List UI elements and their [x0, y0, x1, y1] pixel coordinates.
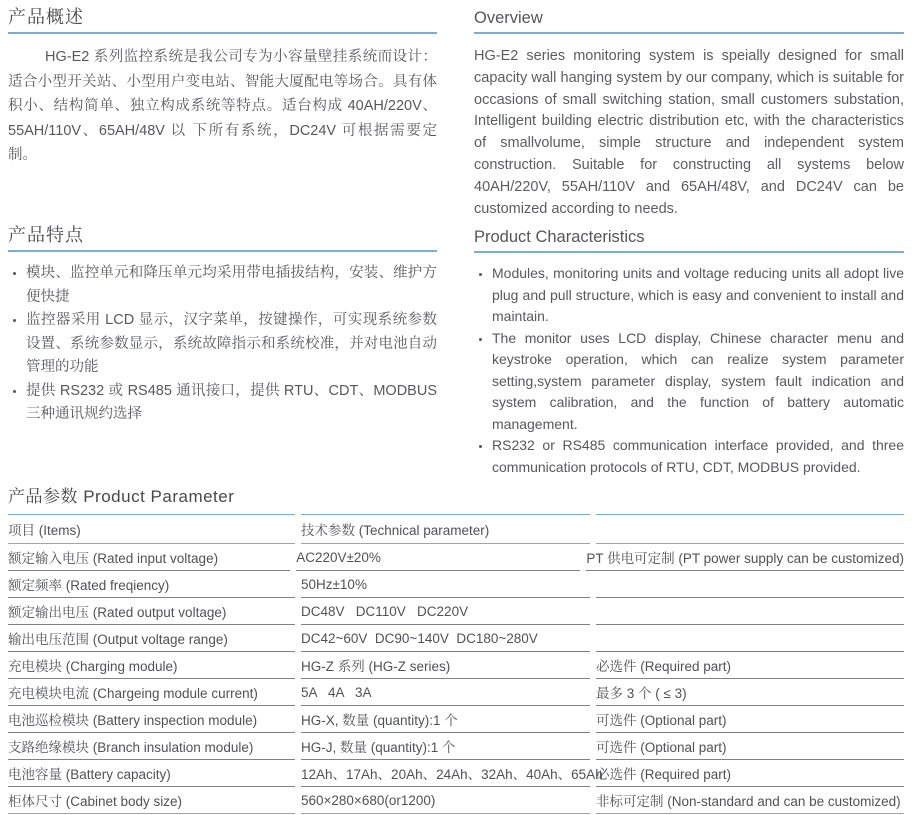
table-row — [8, 679, 904, 706]
section-parameters — [8, 481, 904, 814]
table-row — [8, 760, 904, 787]
section-overview-en — [474, 0, 904, 220]
section-features-en — [474, 219, 904, 478]
param-value-cell: DC42~60V DC90~140V DC180~280V — [301, 625, 590, 652]
param-note-cell — [596, 571, 904, 598]
overview-en-paragraph: HG-E2 series monitoring system is speially designed for small capacity wall hanging system by our company, which is suitable for occasions of small switching station, small customers substation, Intelligent building electric distribution etc, with the characteristics of smallvolume, simple structure and independent system construction. Suitable for constructing all systems below 40AH/220V, 55AH/110V and 65AH/48V, and DC24V can be customized according to needs. — [474, 48, 904, 217]
param-item-cell: 电池容量 (Battery capacity) — [8, 760, 295, 787]
section-overview-cn — [8, 0, 437, 168]
param-value-cell: HG-Z 系列 (HG-Z series) — [301, 652, 590, 679]
param-item-cell: 输出电压范围 (Output voltage range) — [8, 625, 295, 652]
param-note-cell: 非标可定制 (Non-standard and can be customized) — [596, 787, 904, 814]
features-en-underline — [474, 251, 904, 253]
table-row — [8, 706, 904, 733]
param-note-cell: 最多 3 个 ( ≤ 3) — [596, 679, 904, 706]
table-row — [8, 787, 904, 814]
overview-cn-paragraph: HG-E2 系列监控系统是我公司专为小容量壁挂系统而设计：适合小型开关站、小型用户变电站、智能大厦配电等场合。具有体积小、结构简单、独立构成系统等特点。适台构成 40AH/220V、55AH/110V、65AH/48V 以 下所有系统，DC24V 可根据需要定制。 — [8, 49, 437, 163]
param-item-cell: 柜体尺寸 (Cabinet body size) — [8, 787, 295, 814]
features-cn-underline — [8, 250, 437, 252]
param-note-cell — [596, 598, 904, 625]
table-row — [8, 625, 904, 652]
feature-item: • RS232 or RS485 communication interface provided, and three communication protocols of RTU, CDT, MODBUS provided. — [492, 435, 904, 478]
parameters-table — [8, 514, 904, 814]
feature-item: • The monitor uses LCD display, Chinese character menu and keystroke operation, which can realize system parameter setting,system parameter display, system fault indication and system calibration, and the function of battery automatic management. — [492, 328, 904, 436]
feature-item: • Modules, monitoring units and voltage reducing units all adopt live plug and pull structure, which is easy and convenient to install and maintain. — [492, 263, 904, 328]
feature-item: • 提供 RS232 或 RS485 通讯接口，提供 RTU、CDT、MODBUS 三种通讯规约选择 — [26, 380, 437, 427]
param-value-cell: 12Ah、17Ah、20Ah、24Ah、32Ah、40Ah、65Ah — [301, 760, 590, 787]
header-value-cell: 技术参数 (Technical parameter) — [301, 514, 590, 544]
overview-en-underline — [474, 32, 904, 34]
param-note-cell: 必选件 (Required part) — [596, 760, 904, 787]
table-row — [8, 544, 904, 571]
param-note-cell: 可选件 (Optional part) — [596, 706, 904, 733]
table-header-row — [8, 514, 904, 544]
param-value-cell: DC48V DC110V DC220V — [301, 598, 590, 625]
feature-item: • 模块、监控单元和降压单元均采用带电插拔结构，安装、维护方便快捷 — [26, 262, 437, 309]
overview-cn-underline — [8, 32, 437, 34]
param-note-cell: PT 供电可定制 (PT power supply can be customized) — [586, 544, 904, 571]
param-value-cell: AC220V±20% — [296, 544, 580, 571]
param-note-cell — [596, 625, 904, 652]
param-item-cell: 电池巡检模块 (Battery inspection module) — [8, 706, 295, 733]
header-note-cell — [596, 514, 904, 544]
param-item-cell: 额定输出电压 (Rated output voltage) — [8, 598, 295, 625]
parameters-title: 产品参数 Product Parameter — [8, 487, 235, 506]
param-value-cell: 560×280×680(or1200) — [301, 787, 590, 814]
features-cn-title: 产品特点 — [8, 225, 84, 245]
table-row — [8, 652, 904, 679]
param-item-cell: 支路绝缘模块 (Branch insulation module) — [8, 733, 295, 760]
header-items-cell: 项目 (Items) — [8, 514, 295, 544]
param-item-cell: 额定输入电压 (Rated input voltage) — [8, 544, 290, 571]
param-value-cell: 50Hz±10% — [301, 571, 590, 598]
table-row — [8, 733, 904, 760]
param-note-cell: 可选件 (Optional part) — [596, 733, 904, 760]
features-en-list — [474, 263, 904, 478]
param-value-cell: 5A 4A 3A — [301, 679, 590, 706]
param-value-cell: HG-J, 数量 (quantity):1 个 — [301, 733, 590, 760]
section-features-cn — [8, 218, 437, 427]
param-value-cell: HG-X, 数量 (quantity):1 个 — [301, 706, 590, 733]
table-row — [8, 598, 904, 625]
features-cn-list — [8, 262, 437, 427]
overview-en-title: Overview — [474, 9, 543, 27]
table-row — [8, 571, 904, 598]
param-note-cell: 必选件 (Required part) — [596, 652, 904, 679]
overview-cn-title: 产品概述 — [8, 7, 84, 27]
param-item-cell: 充电模块 (Charging module) — [8, 652, 295, 679]
param-item-cell: 额定频率 (Rated freqiency) — [8, 571, 295, 598]
param-item-cell: 充电模块电流 (Chargeing module current) — [8, 679, 295, 706]
features-en-title: Product Characteristics — [474, 228, 645, 246]
feature-item: • 监控器采用 LCD 显示，汉字菜单，按键操作，可实现系统参数设置、系统参数显示，系统故障指示和系统校准，并对电池自动管理的功能 — [26, 309, 437, 380]
